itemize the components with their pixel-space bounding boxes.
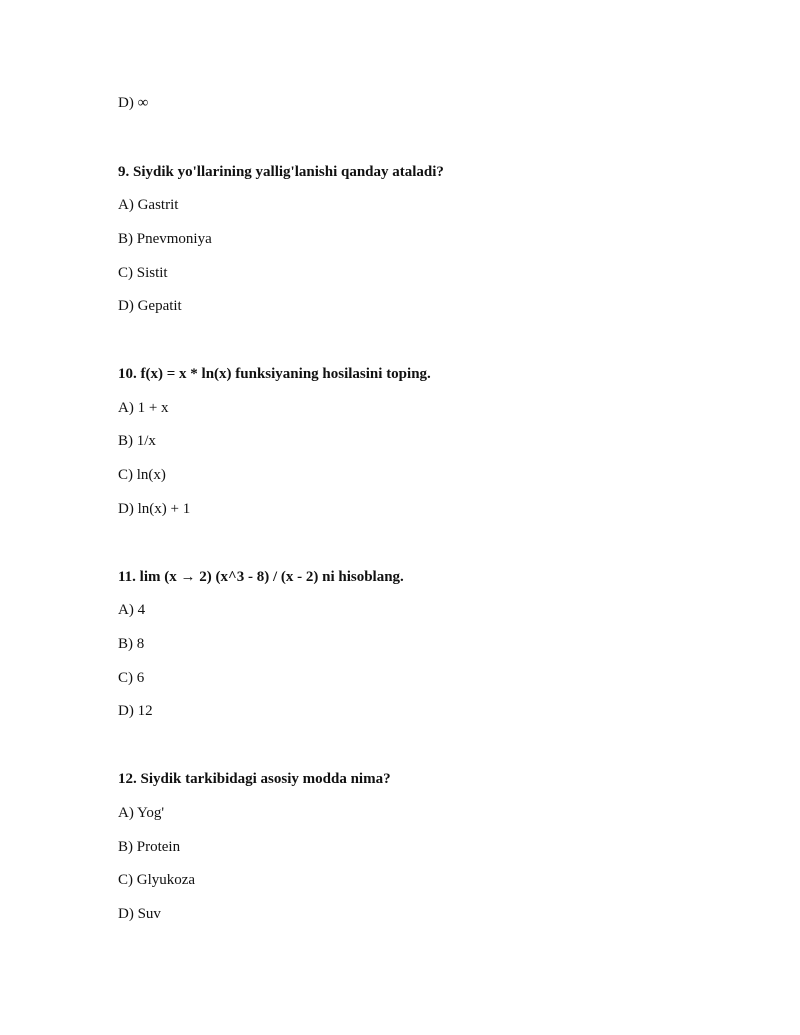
answer-option: D) ln(x) + 1 (118, 501, 191, 517)
question-title: 10. f(x) = x * ln(x) funksiyaning hosilasini toping. (118, 366, 431, 382)
question-title: 12. Siydik tarkibidagi asosiy modda nima? (118, 771, 391, 787)
answer-option: C) ln(x) (118, 467, 166, 483)
question-title: 9. Siydik yo'llarining yallig'lanishi qanday ataladi? (118, 164, 444, 180)
answer-option: D) ∞ (118, 95, 149, 111)
answer-option: A) 1 + x (118, 400, 169, 416)
answer-option: A) Yog' (118, 805, 165, 821)
answer-option: C) Glyukoza (118, 872, 196, 888)
answer-option: B) Pnevmoniya (118, 231, 212, 247)
answer-option: A) 4 (118, 602, 146, 618)
answer-option: D) 12 (118, 703, 153, 719)
answer-option: D) Gepatit (118, 298, 182, 314)
answer-option: D) Suv (118, 906, 161, 922)
answer-option: B) 8 (118, 636, 145, 652)
answer-option: B) Protein (118, 839, 181, 855)
answer-option: C) 6 (118, 670, 145, 686)
answer-option: B) 1/x (118, 433, 156, 449)
answer-option: C) Sistit (118, 265, 168, 281)
question-title: 11. lim (x → 2) (x^3 - 8) / (x - 2) ni hisoblang. (118, 569, 404, 585)
answer-option: A) Gastrit (118, 197, 179, 213)
